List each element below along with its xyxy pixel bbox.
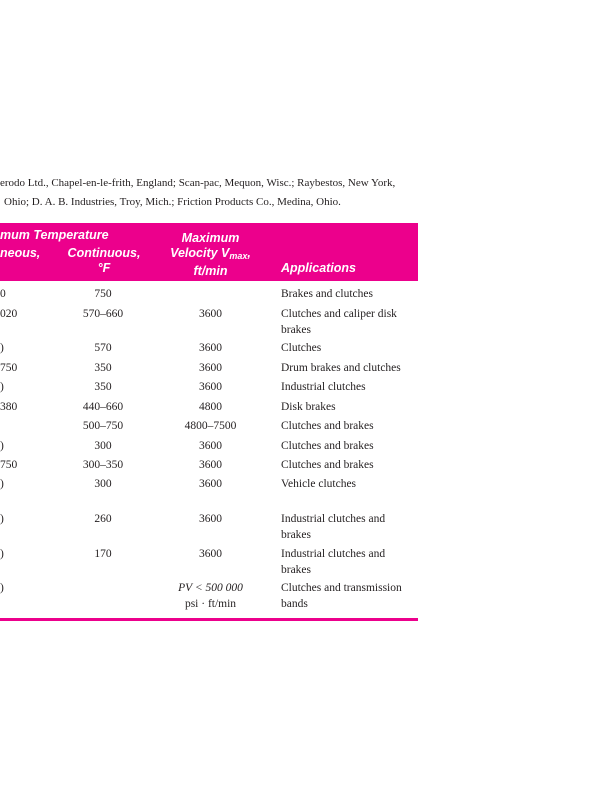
cell-continuous: 350 [94, 381, 112, 393]
header-velocity-comma: , [247, 246, 251, 260]
cell-velocity-pv: PV < 500 000 [178, 582, 243, 594]
cell-velocity: 3600 [199, 513, 222, 525]
cell-instantaneous: 0 [0, 288, 6, 300]
cell-instantaneous: 020 [0, 308, 18, 320]
source-note-line-2: Ohio; D. A. B. Industries, Troy, Mich.; Friction Products Co., Medina, Ohio. [4, 196, 341, 208]
cell-velocity: 3600 [199, 459, 222, 471]
cell-application: Clutches and brakes [281, 440, 374, 452]
cell-continuous: 500–750 [82, 420, 124, 432]
cell-application: Clutches and caliper disk brakes [281, 308, 397, 336]
header-continuous-line2: °F [97, 261, 111, 275]
cell-instantaneous: ) [0, 440, 4, 452]
header-velocity-symbol: Velocity V [170, 246, 230, 260]
cell-application: Industrial clutches and brakes [281, 513, 386, 541]
cell-instantaneous: ) [0, 381, 4, 393]
header-continuous-line1: Continuous, [67, 246, 141, 260]
cell-continuous: 750 [94, 288, 112, 300]
table-bottom-rule [0, 618, 418, 621]
cell-application: Clutches and brakes [281, 459, 374, 471]
cell-continuous: 440–660 [82, 401, 124, 413]
header-max-velocity [158, 231, 263, 279]
cell-continuous: 570–660 [82, 308, 124, 320]
cell-application: Clutches [281, 342, 322, 354]
cell-velocity: 4800–7500 [184, 420, 237, 432]
header-applications: Applications [281, 261, 357, 275]
cell-velocity: 3600 [199, 548, 222, 560]
cell-velocity-unit: psi · ft/min [184, 597, 237, 610]
header-velocity-line3: ft/min [193, 264, 228, 278]
cell-instantaneous: 750 [0, 459, 18, 471]
cell-application: Clutches and transmission bands [281, 582, 402, 610]
cell-instantaneous: ) [0, 513, 4, 525]
cell-velocity: 3600 [199, 478, 222, 490]
source-note-line-1: erodo Ltd., Chapel-en-le-frith, England; Scan-pac, Mequon, Wisc.; Raybestos, New York, [0, 177, 396, 189]
cell-application: Disk brakes [281, 401, 336, 413]
cell-application: Industrial clutches [281, 381, 366, 393]
cell-application: Brakes and clutches [281, 288, 373, 300]
cell-application: Drum brakes and clutches [281, 362, 401, 374]
cell-application: Industrial clutches and brakes [281, 548, 386, 576]
cell-instantaneous: 750 [0, 362, 18, 374]
cell-velocity: 3600 [199, 440, 222, 452]
header-max-temperature: mum Temperature [0, 228, 109, 242]
header-velocity-line1: Maximum [181, 231, 240, 245]
cell-continuous: 570 [94, 342, 112, 354]
cell-velocity: 3600 [199, 308, 222, 320]
cell-application: Vehicle clutches [281, 478, 357, 490]
cell-continuous: 300–350 [82, 459, 124, 471]
cell-velocity [158, 581, 263, 612]
cell-instantaneous: ) [0, 582, 4, 594]
cell-instantaneous: ) [0, 548, 4, 560]
cell-instantaneous: 380 [0, 401, 18, 413]
cell-instantaneous: ) [0, 478, 4, 490]
table-header [0, 223, 418, 281]
cell-continuous: 170 [94, 548, 112, 560]
cell-continuous: 300 [94, 440, 112, 452]
header-velocity-subscript: max [229, 251, 248, 261]
cell-continuous: 260 [94, 513, 112, 525]
cell-continuous: 350 [94, 362, 112, 374]
cell-velocity: 3600 [199, 362, 222, 374]
cell-application: Clutches and brakes [281, 420, 374, 432]
header-instantaneous: neous, [0, 246, 41, 260]
header-velocity-line2 [158, 246, 263, 264]
cell-velocity: 3600 [199, 342, 222, 354]
cell-velocity: 3600 [199, 381, 222, 393]
cell-velocity: 4800 [199, 401, 222, 413]
cell-instantaneous: ) [0, 342, 4, 354]
cell-continuous: 300 [94, 478, 112, 490]
header-continuous [58, 246, 150, 276]
